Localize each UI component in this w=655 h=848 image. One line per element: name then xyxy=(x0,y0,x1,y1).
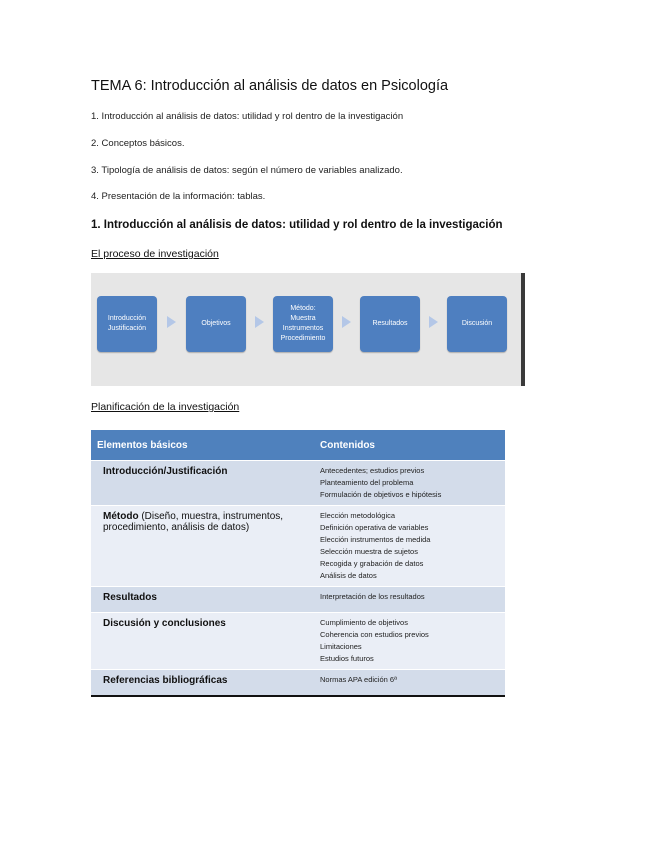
toc-item-3: 3. Tipología de análisis de datos: según el número de variables analizado. xyxy=(91,165,403,176)
section-heading: 1. Introducción al análisis de datos: utilidad y rol dentro de la investigación xyxy=(91,219,503,231)
process-diagram xyxy=(91,273,525,386)
row-label-cell xyxy=(91,587,314,613)
arrow-right-icon xyxy=(429,316,438,328)
row-contents: Antecedentes; estudios previos Planteamiento del problema Formulación de objetivos e hipótesis xyxy=(314,461,505,506)
table-header-row xyxy=(91,430,505,461)
row-contents: Cumplimiento de objetivos Coherencia con estudios previos Limitaciones Estudios futuros xyxy=(314,613,505,670)
arrow-right-icon xyxy=(167,316,176,328)
row-label-cell xyxy=(91,670,314,696)
row-label: Referencias bibliográficas xyxy=(103,675,228,686)
step-metodo: Método: Muestra Instrumentos Procedimiento xyxy=(273,296,333,352)
table-row xyxy=(91,670,505,696)
step-discusion: Discusión xyxy=(447,296,507,352)
page-title: TEMA 6: Introducción al análisis de datos en Psicología xyxy=(91,78,449,94)
row-label: Discusión y conclusiones xyxy=(103,618,226,629)
row-contents: Interpretación de los resultados xyxy=(314,587,505,613)
table-row xyxy=(91,461,505,506)
row-label: Resultados xyxy=(103,592,157,603)
toc-item-1: 1. Introducción al análisis de datos: utilidad y rol dentro de la investigación xyxy=(91,111,404,122)
step-objetivos: Objetivos xyxy=(186,296,246,352)
row-label-detail: (Diseño, muestra, instrumentos, procedimiento, análisis de datos) xyxy=(103,511,284,533)
table-row xyxy=(91,613,505,670)
toc-item-2: 2. Conceptos básicos. xyxy=(91,138,185,149)
step-resultados: Resultados xyxy=(360,296,420,352)
diagram-edge xyxy=(521,273,525,386)
step-introduccion: Introducción Justificación xyxy=(97,296,157,352)
arrow-right-icon xyxy=(342,316,351,328)
planning-table xyxy=(91,430,505,697)
row-label-cell xyxy=(91,506,314,587)
planning-heading: Planificación de la investigación xyxy=(91,401,240,413)
process-heading: El proceso de investigación xyxy=(91,248,219,260)
toc-item-4: 4. Presentación de la información: tablas. xyxy=(91,191,266,202)
row-label-cell xyxy=(91,461,314,506)
row-label: Introducción/Justificación xyxy=(103,466,228,477)
row-contents: Normas APA edición 6ª xyxy=(314,670,505,696)
arrow-right-icon xyxy=(255,316,264,328)
table-row xyxy=(91,506,505,587)
row-contents: Elección metodológica Definición operativa de variables Elección instrumentos de medida Selección muestra de sujetos Recogida y grabación de datos Análisis de datos xyxy=(314,506,505,587)
table-header-contenidos: Contenidos xyxy=(314,430,505,461)
table-header-elementos: Elementos básicos xyxy=(91,430,314,461)
row-label-cell xyxy=(91,613,314,670)
table-row xyxy=(91,587,505,613)
row-label: Método xyxy=(103,511,139,522)
